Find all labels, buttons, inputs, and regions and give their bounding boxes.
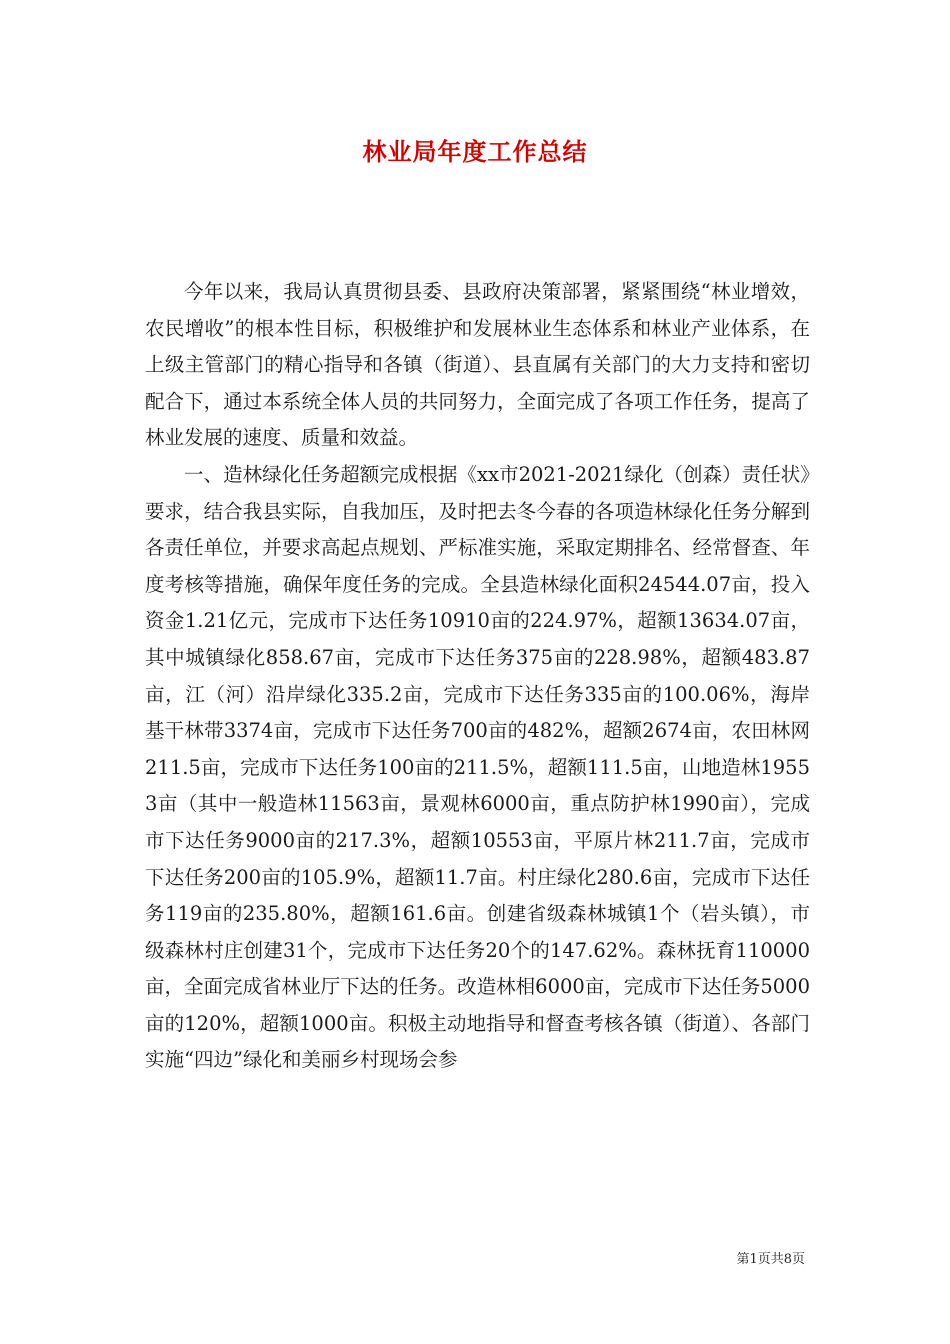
document-title: 林业局年度工作总结 [362, 137, 588, 166]
paragraph-intro: 今年以来，我局认真贯彻县委、县政府决策部署，紧紧围绕“林业增效，农民增收”的根本性目标，积极维护和发展林业生态体系和林业产业体系，在上级主管部门的精心指导和各镇（街道）、县直属有关部门的大力支持和密切配合下，通过本系统全体人员的共同努力，全面完成了各项工作任务，提高了林业发展的速度、质量和效益。 [145, 280, 810, 450]
document-body [145, 274, 810, 1079]
page-number: 第1页共8页 [736, 1252, 805, 1267]
paragraph-afforestation: 一、造林绿化任务超额完成根据《xx市2021-2021绿化（创森）责任状》要求，结合我县实际，自我加压，及时把去冬今春的各项造林绿化任务分解到各责任单位，并要求高起点规划、严标准实施，采取定期排名、经常督查、年度考核等措施，确保年度任务的完成。全县造林绿化面积24544.07亩，投入资金1.21亿元，完成市下达任务10910亩的224.97%，超额13634.07亩，其中城镇绿化858.67亩，完成市下达任务375亩的228.98%，超额483.87亩，江（河）沿岸绿化335.2亩，完成市下达任务335亩的100.06%，海岸基干林带3374亩，完成市下达任务700亩的482%，超额2674亩，农田林网211.5亩，完成市下达任务100亩的211.5%，超额111.5亩，山地造林19553亩（其中一般造林11563亩，景观林6000亩，重点防护林1990亩），完成市下达任务9000亩的217.3%，超额10553亩，平原片林211.7亩，完成市下达任务200亩的105.9%，超额11.7亩。村庄绿化280.6亩，完成市下达任务119亩的235.80%，超额161.6亩。创建省级森林城镇1个（岩头镇），市级森林村庄创建31个，完成市下达任务20个的147.62%。森林抚育110000亩，全面完成省林业厅下达的任务。改造林相6000亩，完成市下达任务5000亩的120%，超额1000亩。积极主动地指导和督查考核各镇（街道）、各部门实施“四边”绿化和美丽乡村现场会参 [145, 462, 810, 1072]
